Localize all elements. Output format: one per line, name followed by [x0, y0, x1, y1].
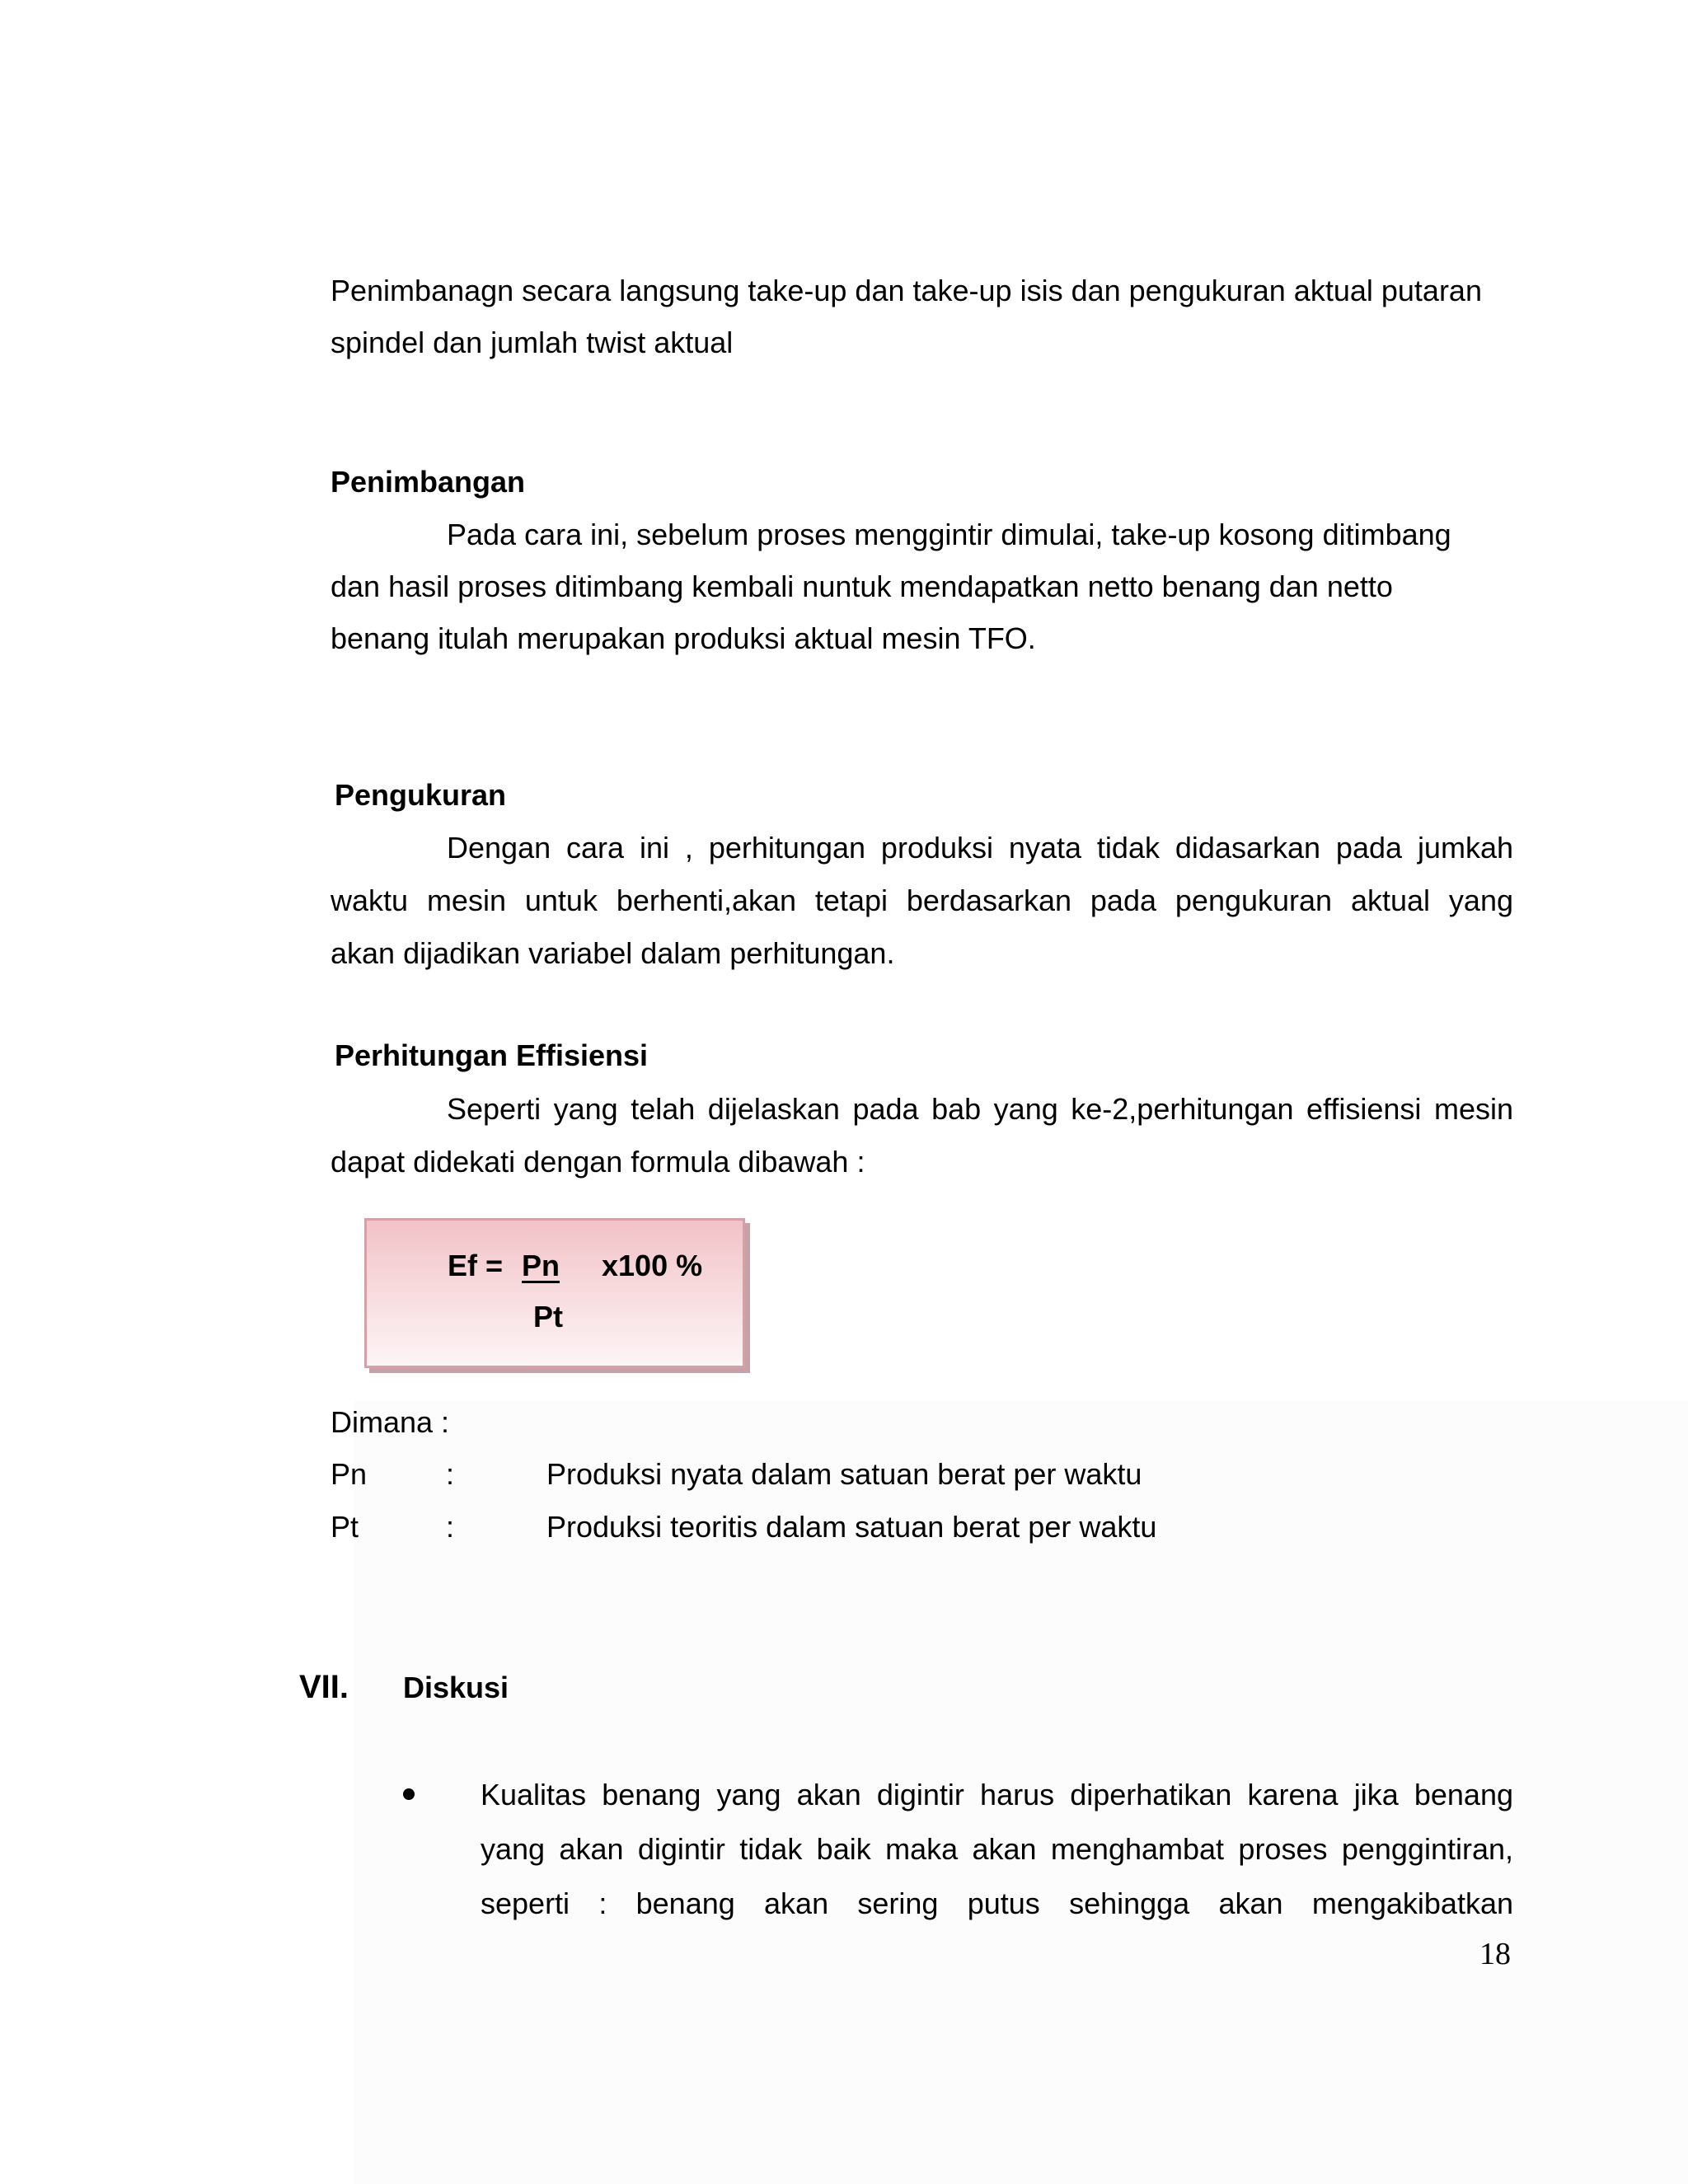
bullet-line-2: yang akan digintir tidak baik maka akan menghambat proses penggintiran, [481, 1832, 1513, 1866]
formula-denominator: Pt [533, 1300, 563, 1333]
section-title: Diskusi [403, 1671, 509, 1704]
bullet-icon [403, 1788, 415, 1800]
effisiensi-line-2: dapat didekati dengan formula dibawah : [331, 1145, 865, 1179]
heading-perhitungan-effisiensi: Perhitungan Effisiensi [335, 1038, 649, 1072]
penimbangan-line-3: benang itulah merupakan produksi aktual mesin TFO. [331, 621, 1036, 655]
formula-lhs: Ef = [448, 1249, 504, 1282]
definition-term-pn: Pn [331, 1457, 368, 1491]
pengukuran-line-3: akan dijadikan variabel dalam perhitungan. [331, 936, 895, 970]
formula-numerator: Pn [522, 1249, 560, 1282]
heading-penimbangan: Penimbangan [331, 465, 526, 499]
page-number: 18 [1479, 1937, 1511, 1971]
penimbangan-line-1: Pada cara ini, sebelum proses menggintir dimulai, take-up kosong ditimbang [447, 518, 1451, 551]
bullet-line-1: Kualitas benang yang akan digintir harus diperhatikan karena jika benang [481, 1778, 1513, 1811]
definition-desc-pt: Produksi teoritis dalam satuan berat per waktu [546, 1510, 1157, 1544]
pengukuran-line-1: Dengan cara ini , perhitungan produksi nyata tidak didasarkan pada jumkah [447, 831, 1513, 865]
definition-sep-pt: : [446, 1510, 455, 1544]
penimbangan-line-2: dan hasil proses ditimbang kembali nuntuk mendapatkan netto benang dan netto [331, 569, 1393, 603]
bullet-line-3: seperti : benang akan sering putus sehingga akan mengakibatkan [481, 1886, 1513, 1920]
definitions-intro: Dimana : [331, 1405, 450, 1439]
definition-term-pt: Pt [331, 1510, 359, 1544]
definition-sep-pn: : [446, 1457, 455, 1491]
intro-line-1: Penimbanagn secara langsung take-up dan take-up isis dan pengukuran aktual putaran [331, 274, 1482, 307]
heading-pengukuran: Pengukuran [335, 778, 507, 812]
pengukuran-line-2: waktu mesin untuk berhenti,akan tetapi berdasarkan pada pengukuran aktual yang [331, 883, 1513, 917]
section-number: VII. [299, 1669, 349, 1705]
formula-multiplier: x100 % [602, 1249, 703, 1282]
formula-box [364, 1218, 745, 1368]
intro-line-2: spindel dan jumlah twist aktual [331, 326, 734, 359]
effisiensi-line-1: Seperti yang telah dijelaskan pada bab yang ke-2,perhitungan effisiensi mesin [447, 1092, 1513, 1126]
definition-desc-pn: Produksi nyata dalam satuan berat per waktu [546, 1457, 1142, 1491]
